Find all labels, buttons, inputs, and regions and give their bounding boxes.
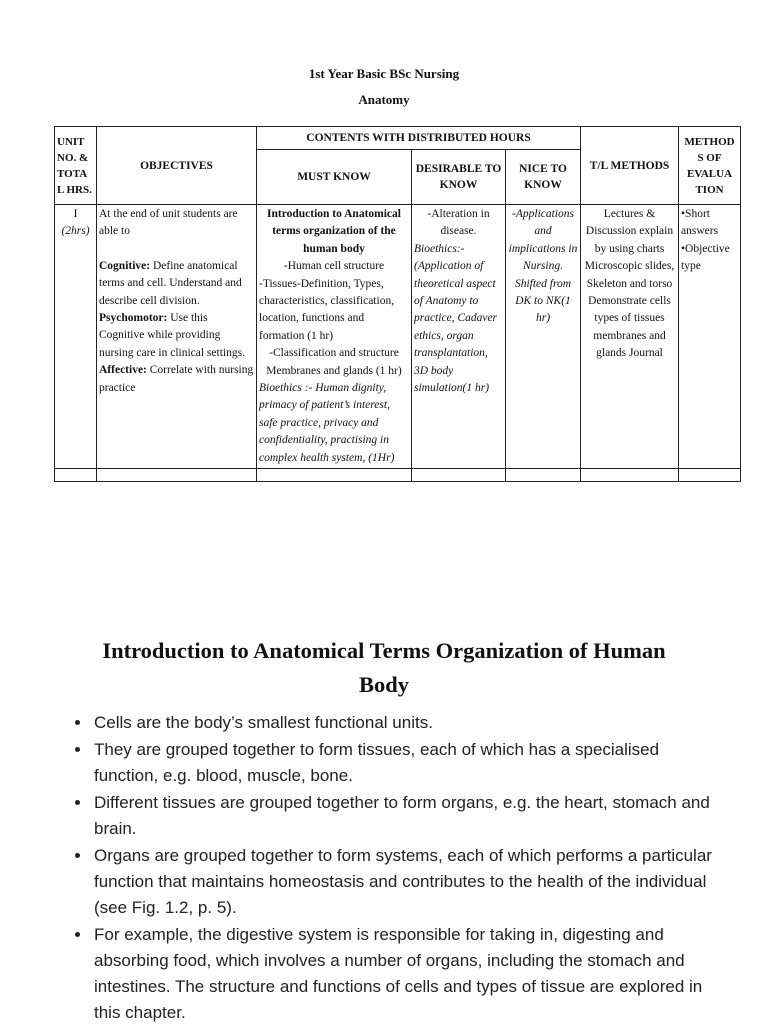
header-desirable: DESIRABLE TO KNOW — [412, 150, 506, 205]
cell-objectives — [97, 205, 257, 469]
psychomotor-text: Use this Cognitive while providing nursing care in clinical settings. — [99, 312, 245, 359]
header-must-know: MUST KNOW — [257, 150, 412, 205]
list-item: • Cells are the body’s smallest functional units. — [92, 710, 712, 736]
must-know-title: Introduction to Anatomical terms organization of the human body — [267, 208, 401, 255]
document-title: 1st Year Basic BSc Nursing — [308, 66, 460, 81]
must-know-line-1: -Human cell structure — [283, 260, 385, 273]
must-know-line-2: -Tissues-Definition, Types, characteristics, classification, location, functions and formation (1 hr) — [259, 277, 395, 342]
unit-hours: (2hrs) — [61, 225, 90, 238]
header-unit: UNIT NO. & TOTA L HRS. — [55, 127, 97, 205]
list-item: • For example, the digestive system is responsible for taking in, digesting and absorbing food, which involves a number of organs, including the stomach and intestines. The structure and functions of cells and types of tissue are explored in this chapter. — [92, 922, 712, 1026]
header-tl-methods: T/L METHODS — [581, 127, 679, 205]
cell-must-know — [257, 205, 412, 469]
objectives-intro: At the end of unit students are able to — [99, 208, 238, 238]
table-spacer-row — [55, 469, 741, 482]
evaluation-line-1: •Short answers — [681, 208, 719, 238]
desirable-line-1: -Alteration in disease. — [427, 208, 490, 238]
unit-number: I — [73, 208, 78, 220]
header-evaluation: METHOD S OF EVALUA TION — [679, 127, 741, 205]
affective-label: Affective: — [99, 364, 147, 377]
cell-tl-methods: Lectures & Discussion explain by using charts Microscopic slides, Skeleton and torso Demonstrate cells types of tissues membranes and glands Journal — [581, 205, 679, 469]
document-subtitle: Anatomy — [358, 92, 410, 107]
cell-evaluation — [679, 205, 741, 469]
cell-nice: -Applications and implications in Nursing. Shifted from DK to NK(1 hr) — [506, 205, 581, 469]
table-row — [55, 205, 741, 469]
affective-text: Correlate with nursing practice — [99, 364, 254, 394]
header-objectives: OBJECTIVES — [97, 127, 257, 205]
list-item: • They are grouped together to form tissues, each of which has a specialised function, e.g. blood, muscle, bone. — [92, 737, 712, 789]
bullet-list — [68, 710, 712, 1027]
evaluation-line-2: •Objective type — [681, 242, 730, 273]
psychomotor-label: Psychomotor: — [99, 312, 168, 325]
must-know-line-3: -Classification and structure Membranes and glands (1 hr) — [266, 347, 402, 377]
cognitive-text: Define anatomical terms and cell. Understand and describe cell division. — [99, 259, 242, 307]
list-item: • Different tissues are grouped together to form organs, e.g. the heart, stomach and brain. — [92, 790, 712, 842]
cell-desirable — [412, 205, 506, 469]
list-item: • Organs are grouped together to form systems, each of which performs a particular function that maintains homeostasis and contributes to the health of the individual (see Fig. 1.2, p. 5). — [92, 843, 712, 921]
must-know-bioethics: Bioethics :- Human dignity, primacy of patient’s interest, safe practice, privacy and confidentiality, practising in complex health system, (1Hr) — [259, 382, 395, 464]
desirable-bioethics: Bioethics:- (Application of theoretical aspect of Anatomy to practice, Cadaver ethics, organ transplantation, 3D body simulation(1 hr) — [414, 242, 498, 395]
cognitive-label: Cognitive: — [99, 259, 151, 272]
section-heading: Introduction to Anatomical Terms Organization of Human Body — [102, 638, 666, 697]
table-header-row — [55, 127, 741, 150]
cell-unit — [55, 205, 97, 469]
header-nice: NICE TO KNOW — [506, 150, 581, 205]
header-contents: CONTENTS WITH DISTRIBUTED HOURS — [257, 127, 581, 150]
syllabus-table — [54, 126, 741, 482]
